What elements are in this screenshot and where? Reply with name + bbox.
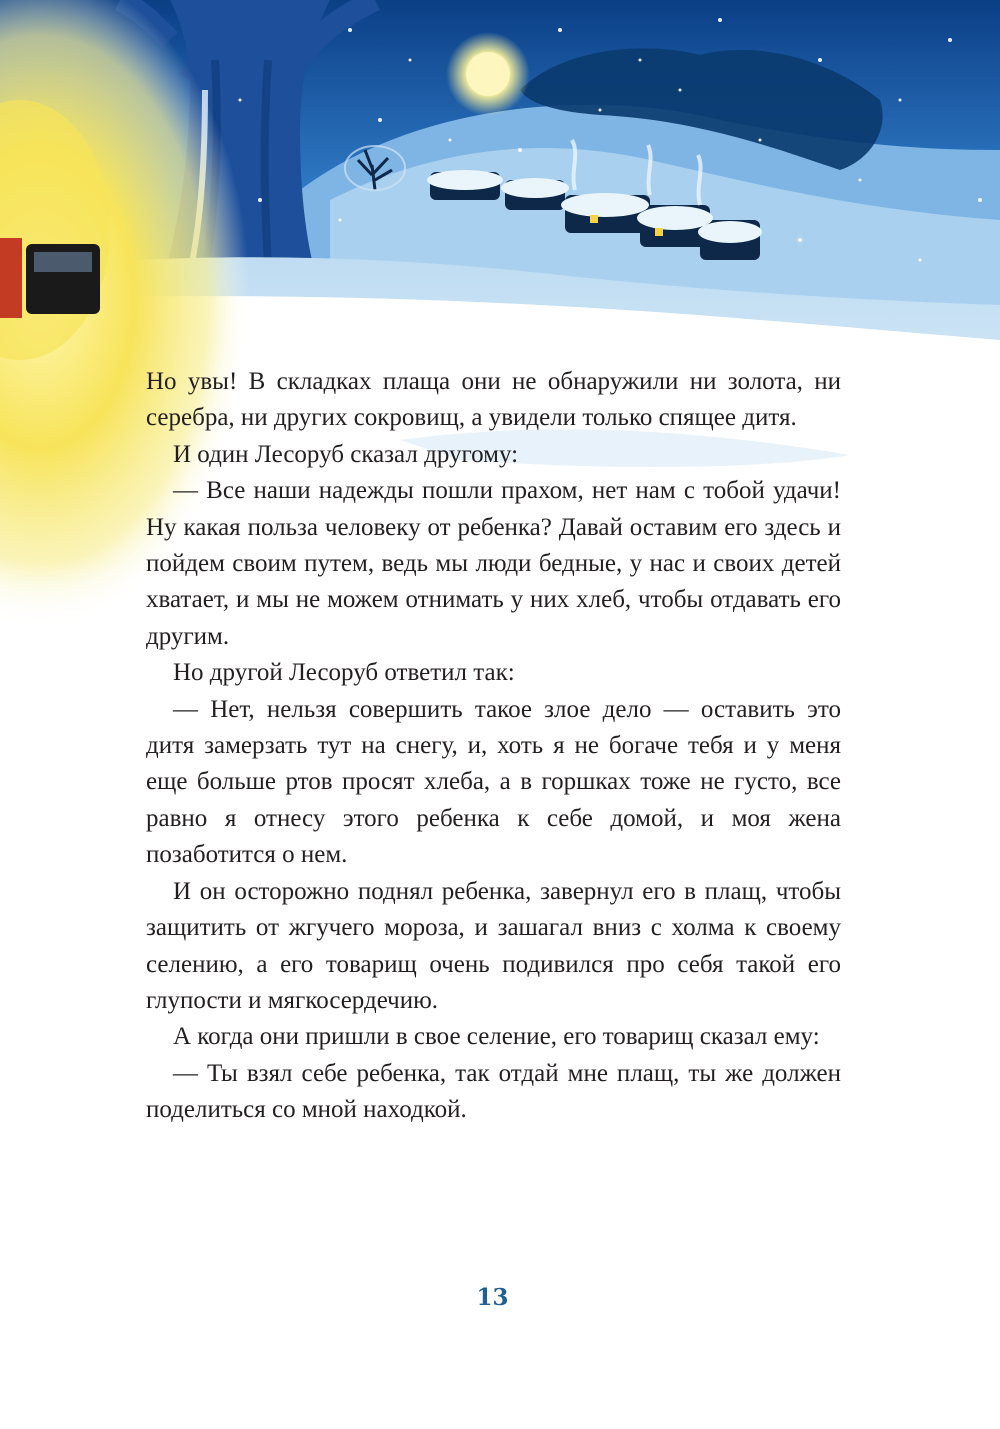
- paragraph: Но другой Лесоруб ответил так:: [173, 659, 515, 687]
- paragraph: — Все наши надежды пошли прахом, нет нам с тобой удачи! Ну какая польза человеку от ребенка? Давай оставим его здесь и пойдем своим путем, ведь мы люди бедные, у нас и своих детей хватает, и мы не можем отнимать у них хлеб, чтобы отдавать его другим.: [146, 477, 841, 650]
- story-text: [146, 364, 841, 1129]
- page-number: 13: [476, 1284, 509, 1311]
- paragraph: Но увы! В складках плаща они не обнаружили ни золота, ни серебра, ни других сокровищ, а увидели только спящее дитя.: [146, 368, 841, 432]
- paragraph: — Нет, нельзя совершить такое злое дело — оставить это дитя замерзать тут на снегу, и, хоть я не богаче тебя и у меня еще больше ртов просят хлеба, а в горшках тоже не густо, все равно я отнесу этого ребенка к себе домой, и моя жена позаботится о нем.: [146, 695, 841, 869]
- paragraph: И один Лесоруб сказал другому:: [173, 440, 519, 468]
- paragraph: А когда они пришли в свое селение, его товарищ сказал ему:: [173, 1023, 820, 1051]
- paragraph: — Ты взял себе ребенка, так отдай мне плащ, ты же должен поделиться со мной находкой.: [146, 1059, 841, 1124]
- paragraph: И он осторожно поднял ребенка, завернул его в плащ, чтобы защитить от жгучего мороза, и зашагал вниз с холма к своему селению, а его товарищ очень подивился про себя такой его глупости и мягкосердечию.: [146, 877, 841, 1014]
